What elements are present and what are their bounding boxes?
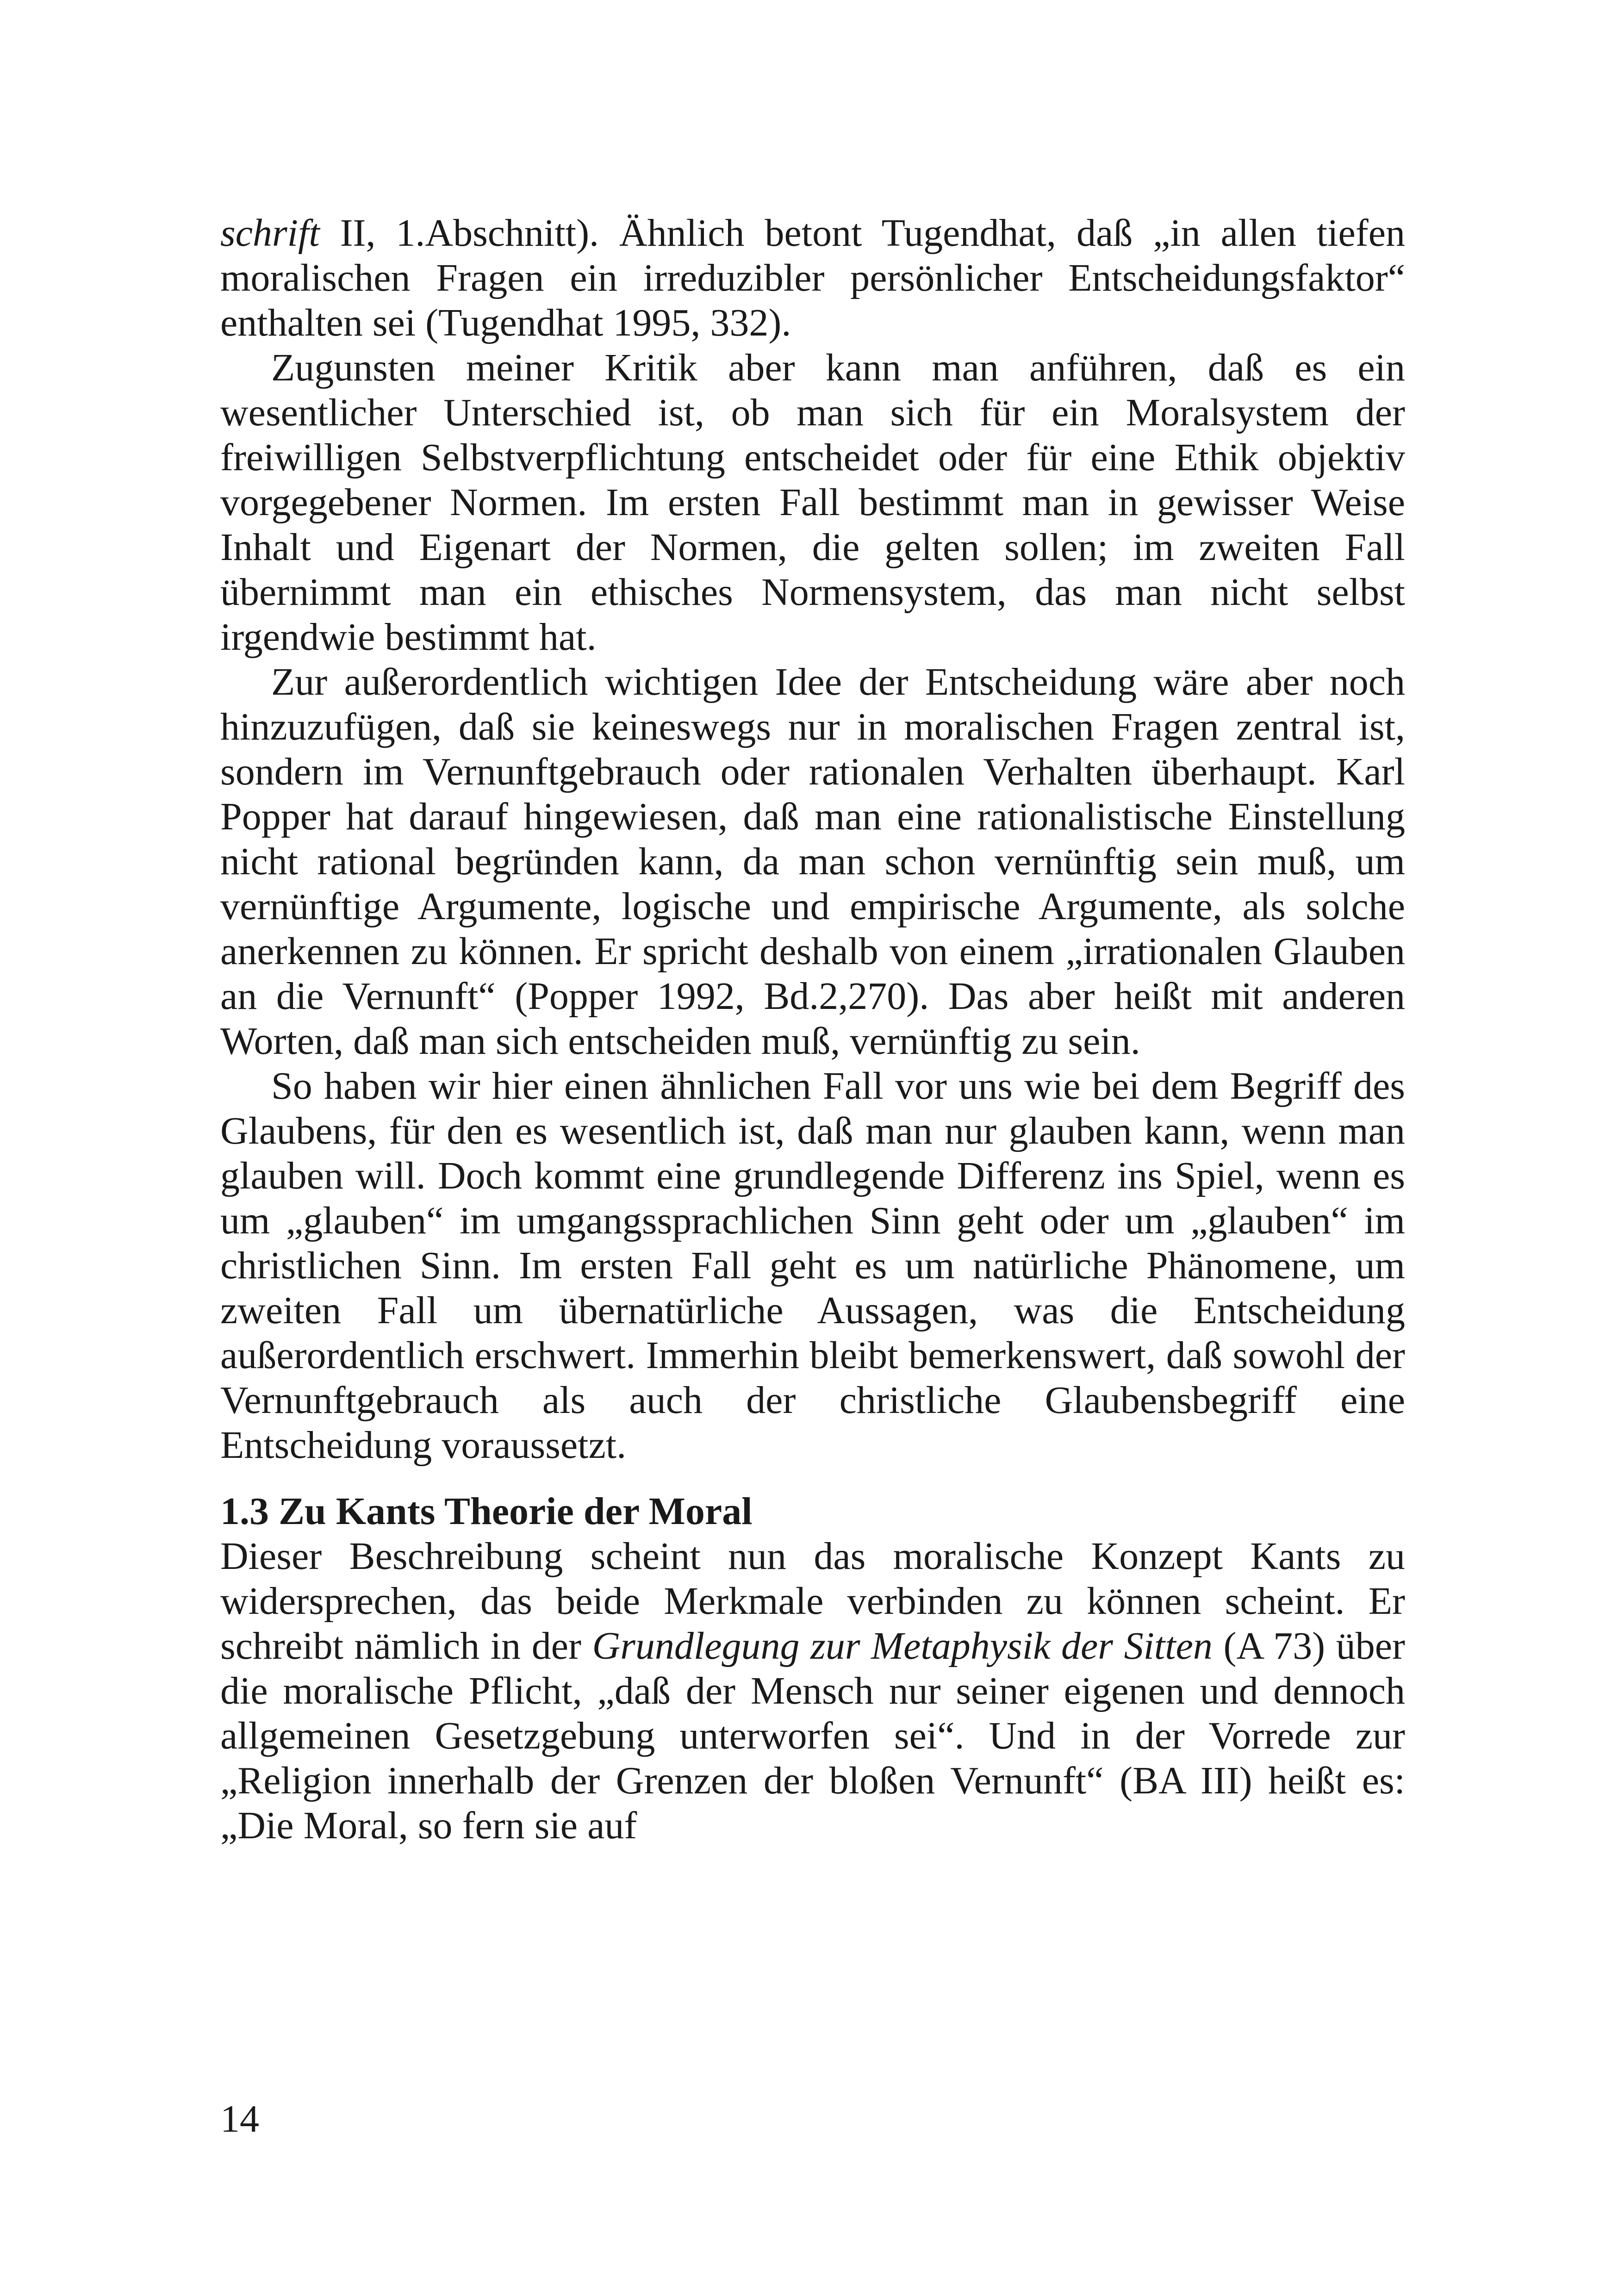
text-run: Zur außerordentlich wichtigen Idee der Entscheidung wäre aber noch hinzuzufügen, daß sie keineswegs nur in moralischen Fragen zentral ist, sondern im Vernunftgebrauch oder rationalen Verhalten überhaupt. Karl Popper hat darauf hingewiesen, daß man eine rationalistische Einstellung nicht rational begründen kann, da man schon vernünftig sein muß, um vernünftige Argumente, logische und empirische Argumente, als solche anerkennen zu können. Er spricht deshalb von einem „irrationalen Glauben an die Vernunft“ (Popper 1992, Bd.2,270). Das aber heißt mit anderen Worten, daß man sich entscheiden muß, vernünftig zu sein. xyxy=(220,660,1405,1063)
text-run: Dieser Beschreibung scheint nun das moralische Konzept Kants zu widersprechen, das beide Merkmale verbinden zu können scheint. Er schreibt nämlich in der xyxy=(220,1535,1405,1668)
text-run: So haben wir hier einen ähnlichen Fall vor uns wie bei dem Begriff des Glaubens, für den es wesentlich ist, daß man nur glauben kann, wenn man glauben will. Doch kommt eine grundlegende Differenz ins Spiel, wenn es um „glauben“ im umgangssprachlichen Sinn geht oder um „glauben“ im christlichen Sinn. Im ersten Fall geht es um natürliche Phänomene, um zweiten Fall um übernatürliche Aussagen, was die Entscheidung außerordentlich erschwert. Immerhin bleibt bemerkenswert, daß sowohl der Vernunftgebrauch als auch der christliche Glaubensbegriff eine Entscheidung voraussetzt. xyxy=(220,1064,1405,1467)
italic-run: schrift xyxy=(220,212,320,255)
section-heading: 1.3 Zu Kants Theorie der Moral xyxy=(220,1490,753,1533)
text-run: (A 73) über die moralische Pflicht, „daß der Mensch nur seiner eigenen und dennoch allgemeinen Gesetzgebung unterworfen sei“. Und in der Vorrede zur „Religion innerhalb der Grenzen der bloßen Vernunft“ (BA III) heißt es: „Die Moral, so fern sie auf xyxy=(220,1624,1405,1847)
paragraph-1 xyxy=(220,211,1405,345)
page-number: 14 xyxy=(220,2097,259,2140)
paragraph-5 xyxy=(220,1534,1405,1848)
text-run: Zugunsten meiner Kritik aber kann man anführen, daß es ein wesentlicher Unterschied ist, ob man sich für ein Moralsystem der freiwilligen Selbstverpflichtung entscheidet oder für eine Ethik objektiv vorgegebener Normen. Im ersten Fall bestimmt man in gewisser Weise Inhalt und Eigenart der Normen, die gelten sollen; im zweiten Fall übernimmt man ein ethisches Normensystem, das man nicht selbst irgendwie bestimmt hat. xyxy=(220,346,1405,659)
text-run: II, 1.Abschnitt). Ähnlich betont Tugendhat, daß „in allen tiefen moralischen Fragen ein irreduzibler persönlicher Entscheidungsfaktor“ enthalten sei (Tugendhat 1995, 332). xyxy=(220,212,1405,344)
body-text xyxy=(220,211,1405,1848)
paragraph-3 xyxy=(220,660,1405,1064)
paragraph-4 xyxy=(220,1064,1405,1468)
paragraph-2 xyxy=(220,345,1405,660)
italic-run: Grundlegung zur Metaphysik der Sitten xyxy=(592,1624,1213,1668)
